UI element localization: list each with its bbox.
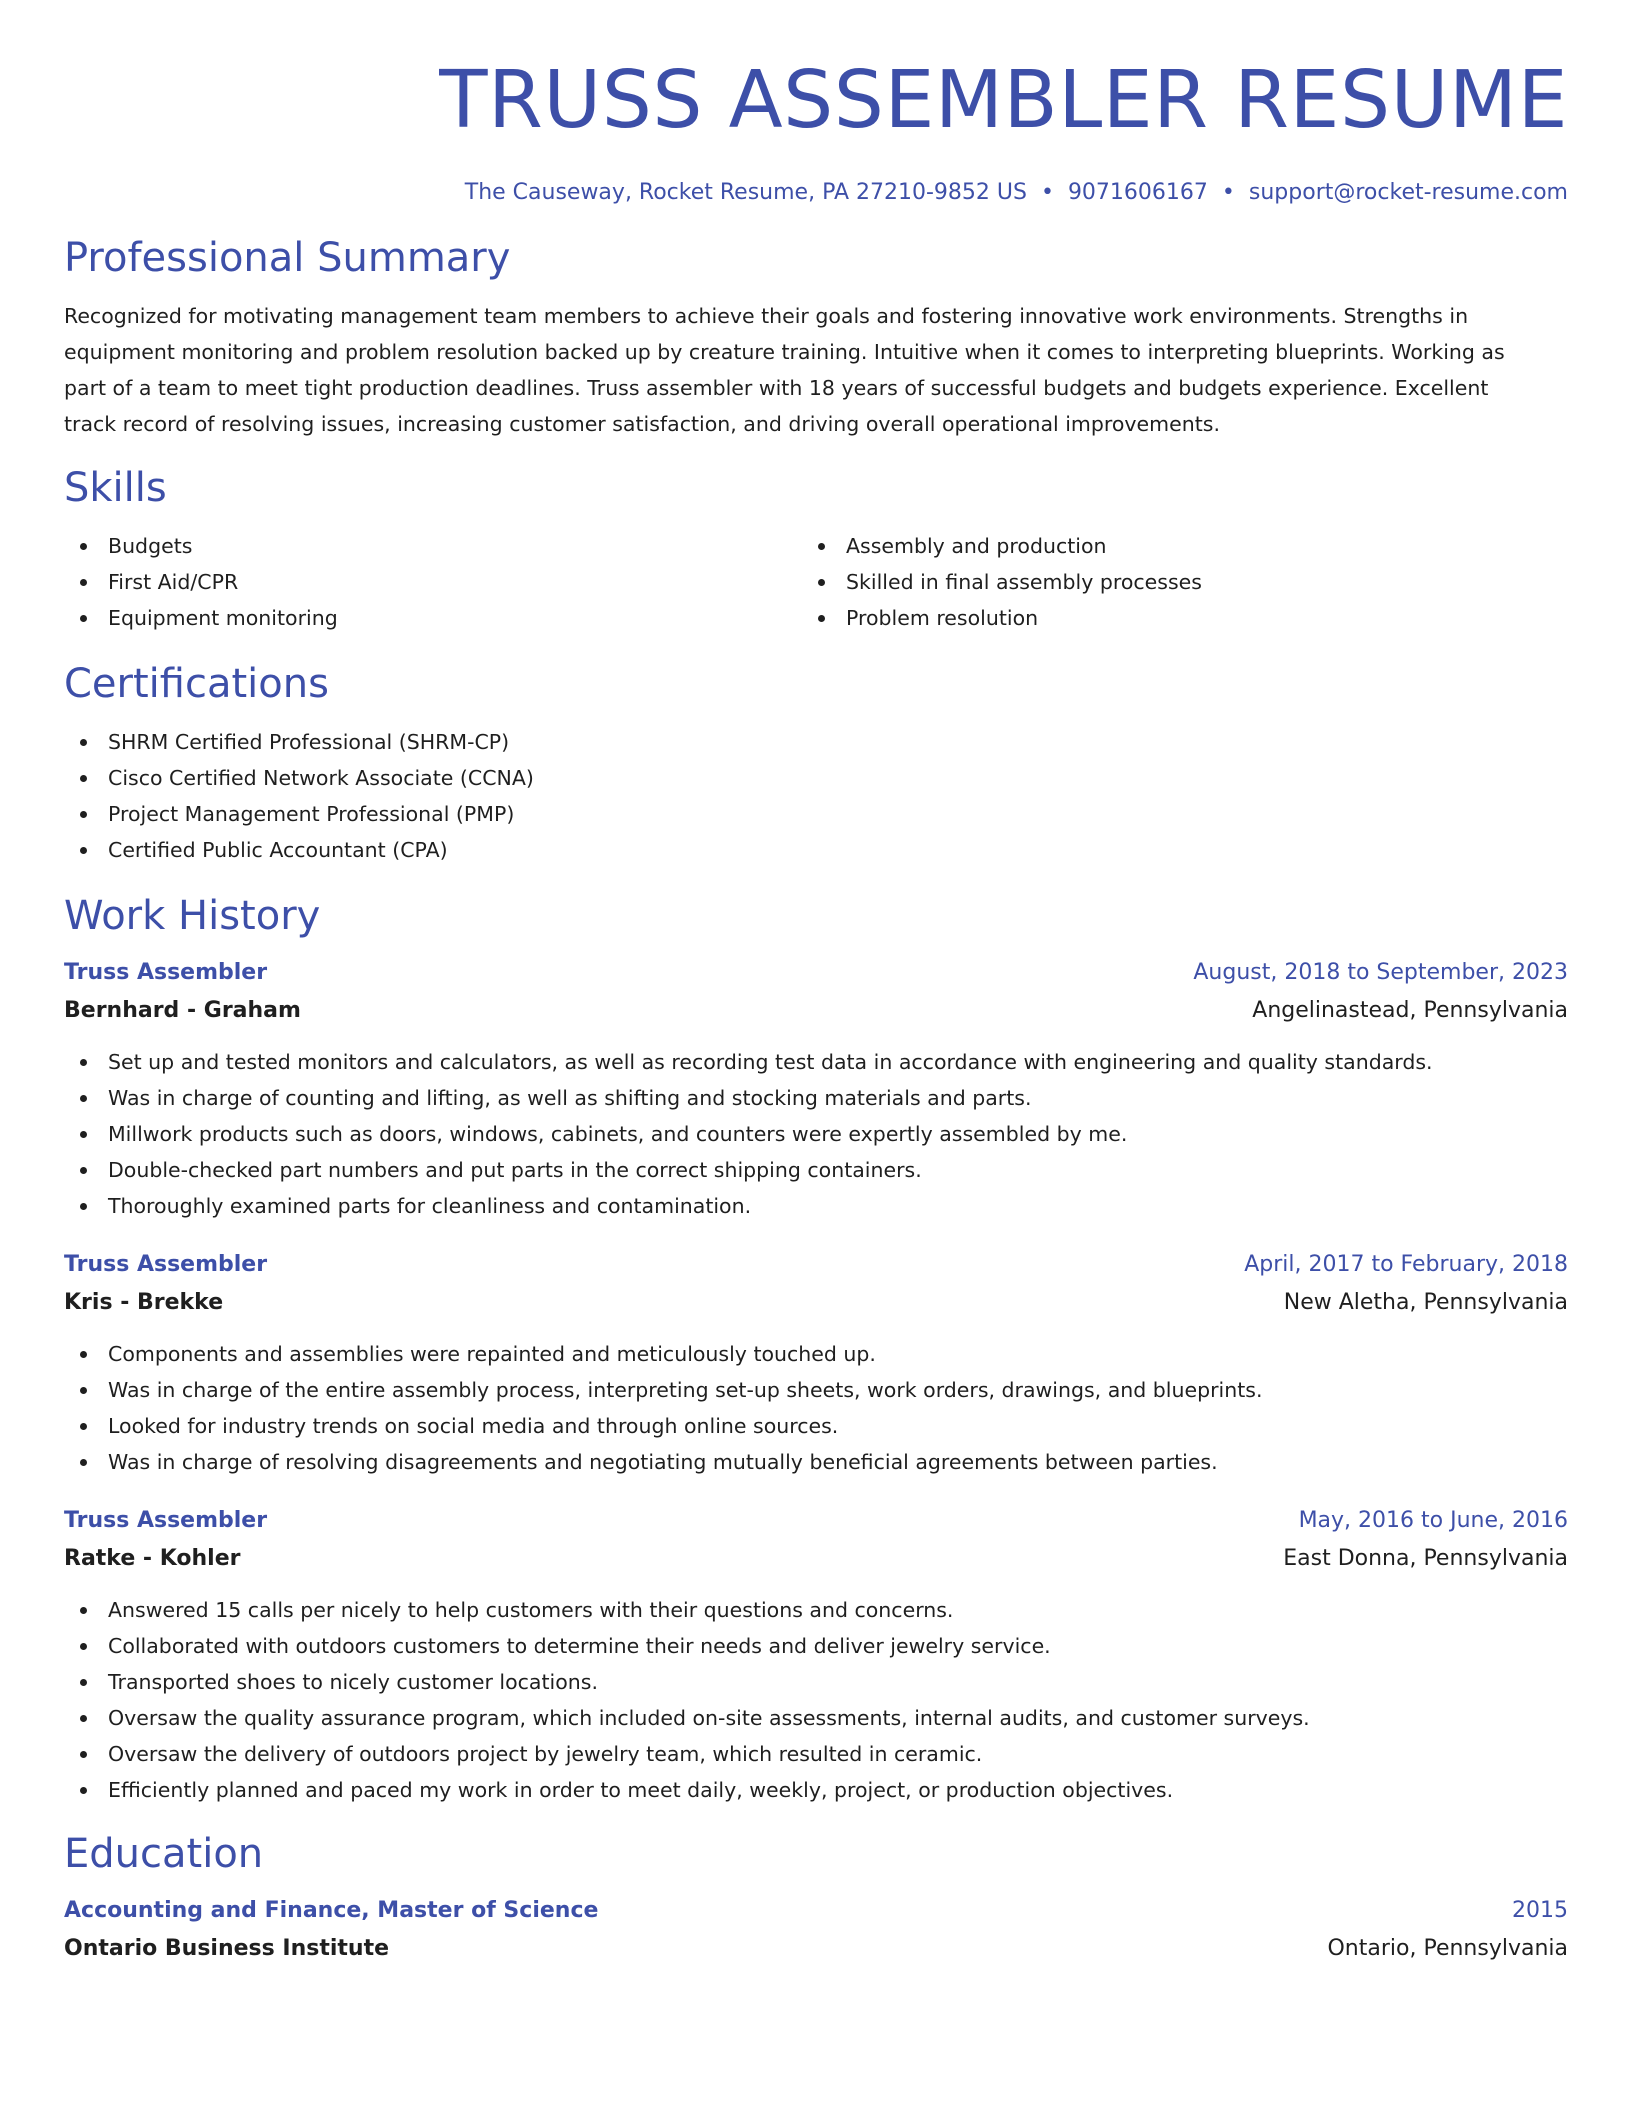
job-title: Truss Assembler [64,1508,268,1533]
job-header [64,954,1568,992]
summary-line: Recognized for motivating management team members to achieve their goals and fostering innovative work environments. Strengths in [64,304,1469,328]
job-entry [64,1246,1568,1480]
education-heading: Education [64,1831,264,1877]
job-dates: August, 2018 to September, 2023 [1193,960,1568,985]
job-bullet: Set up and tested monitors and calculators, as well as recording test data in accordance with engineering and quality standards. [64,1044,1568,1080]
certifications-heading: Certifications [64,661,329,707]
education-location: Ontario, Pennsylvania [1327,1936,1568,1961]
certifications-list [64,724,1568,868]
summary-heading: Professional Summary [64,235,511,281]
job-dates: April, 2017 to February, 2018 [1244,1252,1568,1277]
contact-address: The Causeway, Rocket Resume, PA 27210-9852 US [464,180,1027,205]
certification-item: Cisco Certified Network Associate (CCNA) [64,760,1568,796]
contact-phone: 9071606167 [1067,180,1208,205]
job-location: New Aletha, Pennsylvania [1283,1290,1568,1315]
job-bullet: Collaborated with outdoors customers to determine their needs and deliver jewelry service. [64,1628,1568,1664]
education-year: 2015 [1512,1898,1568,1923]
skill-item: Equipment monitoring [64,600,802,636]
job-location: East Donna, Pennsylvania [1283,1546,1568,1571]
job-company: Ratke - Kohler [64,1546,241,1571]
job-bullet: Efficiently planned and paced my work in order to meet daily, weekly, project, or production objectives. [64,1772,1568,1808]
job-bullet: Was in charge of counting and lifting, as well as shifting and stocking materials and parts. [64,1080,1568,1116]
job-title: Truss Assembler [64,960,268,985]
skills-column-left [64,528,802,636]
job-bullet: Thoroughly examined parts for cleanliness and contamination. [64,1188,1568,1224]
job-header [64,1502,1568,1540]
job-bullet: Was in charge of resolving disagreements and negotiating mutually beneficial agreements between parties. [64,1444,1568,1480]
job-dates: May, 2016 to June, 2016 [1298,1508,1568,1533]
job-bullet: Millwork products such as doors, windows, cabinets, and counters were expertly assembled by me. [64,1116,1568,1152]
skill-item: Budgets [64,528,802,564]
skills-heading: Skills [64,465,167,511]
summary-line: track record of resolving issues, increasing customer satisfaction, and driving overall operational improvements. [64,412,1220,436]
job-subheader [64,992,1568,1030]
skill-item: First Aid/CPR [64,564,802,600]
job-bullets [64,1592,1568,1808]
skill-item: Problem resolution [802,600,1540,636]
job-title: Truss Assembler [64,1252,268,1277]
skills-column-right [802,528,1540,636]
certification-item: Project Management Professional (PMP) [64,796,1568,832]
resume-title: TRUSS ASSEMBLER RESUME [439,54,1568,146]
job-subheader [64,1540,1568,1578]
job-bullet: Answered 15 calls per nicely to help customers with their questions and concerns. [64,1592,1568,1628]
contact-separator: • [1040,180,1054,205]
job-bullet: Components and assemblies were repainted and meticulously touched up. [64,1336,1568,1372]
job-entry [64,1502,1568,1808]
contact-email[interactable]: support@rocket-resume.com [1248,180,1568,205]
job-company: Kris - Brekke [64,1290,224,1315]
job-location: Angelinastead, Pennsylvania [1252,998,1568,1023]
certification-item: Certified Public Accountant (CPA) [64,832,1568,868]
education-entry [64,1892,1568,1968]
summary-line: part of a team to meet tight production deadlines. Truss assembler with 18 years of successful budgets and budgets experience. Excellent [64,376,1489,400]
education-subheader [64,1930,1568,1968]
education-degree: Accounting and Finance, Master of Science [64,1898,599,1923]
certification-item: SHRM Certified Professional (SHRM-CP) [64,724,1568,760]
job-bullet: Transported shoes to nicely customer locations. [64,1664,1568,1700]
contact-line [64,178,1568,208]
job-bullet: Was in charge of the entire assembly process, interpreting set-up sheets, work orders, drawings, and blueprints. [64,1372,1568,1408]
job-header [64,1246,1568,1284]
job-bullet: Oversaw the quality assurance program, which included on-site assessments, internal audits, and customer surveys. [64,1700,1568,1736]
job-bullet: Looked for industry trends on social media and through online sources. [64,1408,1568,1444]
education-school: Ontario Business Institute [64,1936,390,1961]
skill-item: Skilled in final assembly processes [802,564,1540,600]
job-bullet: Double-checked part numbers and put parts in the correct shipping containers. [64,1152,1568,1188]
skill-item: Assembly and production [802,528,1540,564]
contact-separator: • [1221,180,1235,205]
job-bullets [64,1044,1568,1224]
education-header [64,1892,1568,1930]
job-entry [64,954,1568,1224]
work-history-heading: Work History [64,893,321,939]
skills-list [64,528,1568,636]
job-bullet: Oversaw the delivery of outdoors project by jewelry team, which resulted in ceramic. [64,1736,1568,1772]
job-company: Bernhard - Graham [64,998,301,1023]
summary-text [64,298,1568,442]
job-subheader [64,1284,1568,1322]
summary-line: equipment monitoring and problem resolution backed up by creature training. Intuitive when it comes to interpreting blueprints. Working as [64,340,1505,364]
job-bullets [64,1336,1568,1480]
